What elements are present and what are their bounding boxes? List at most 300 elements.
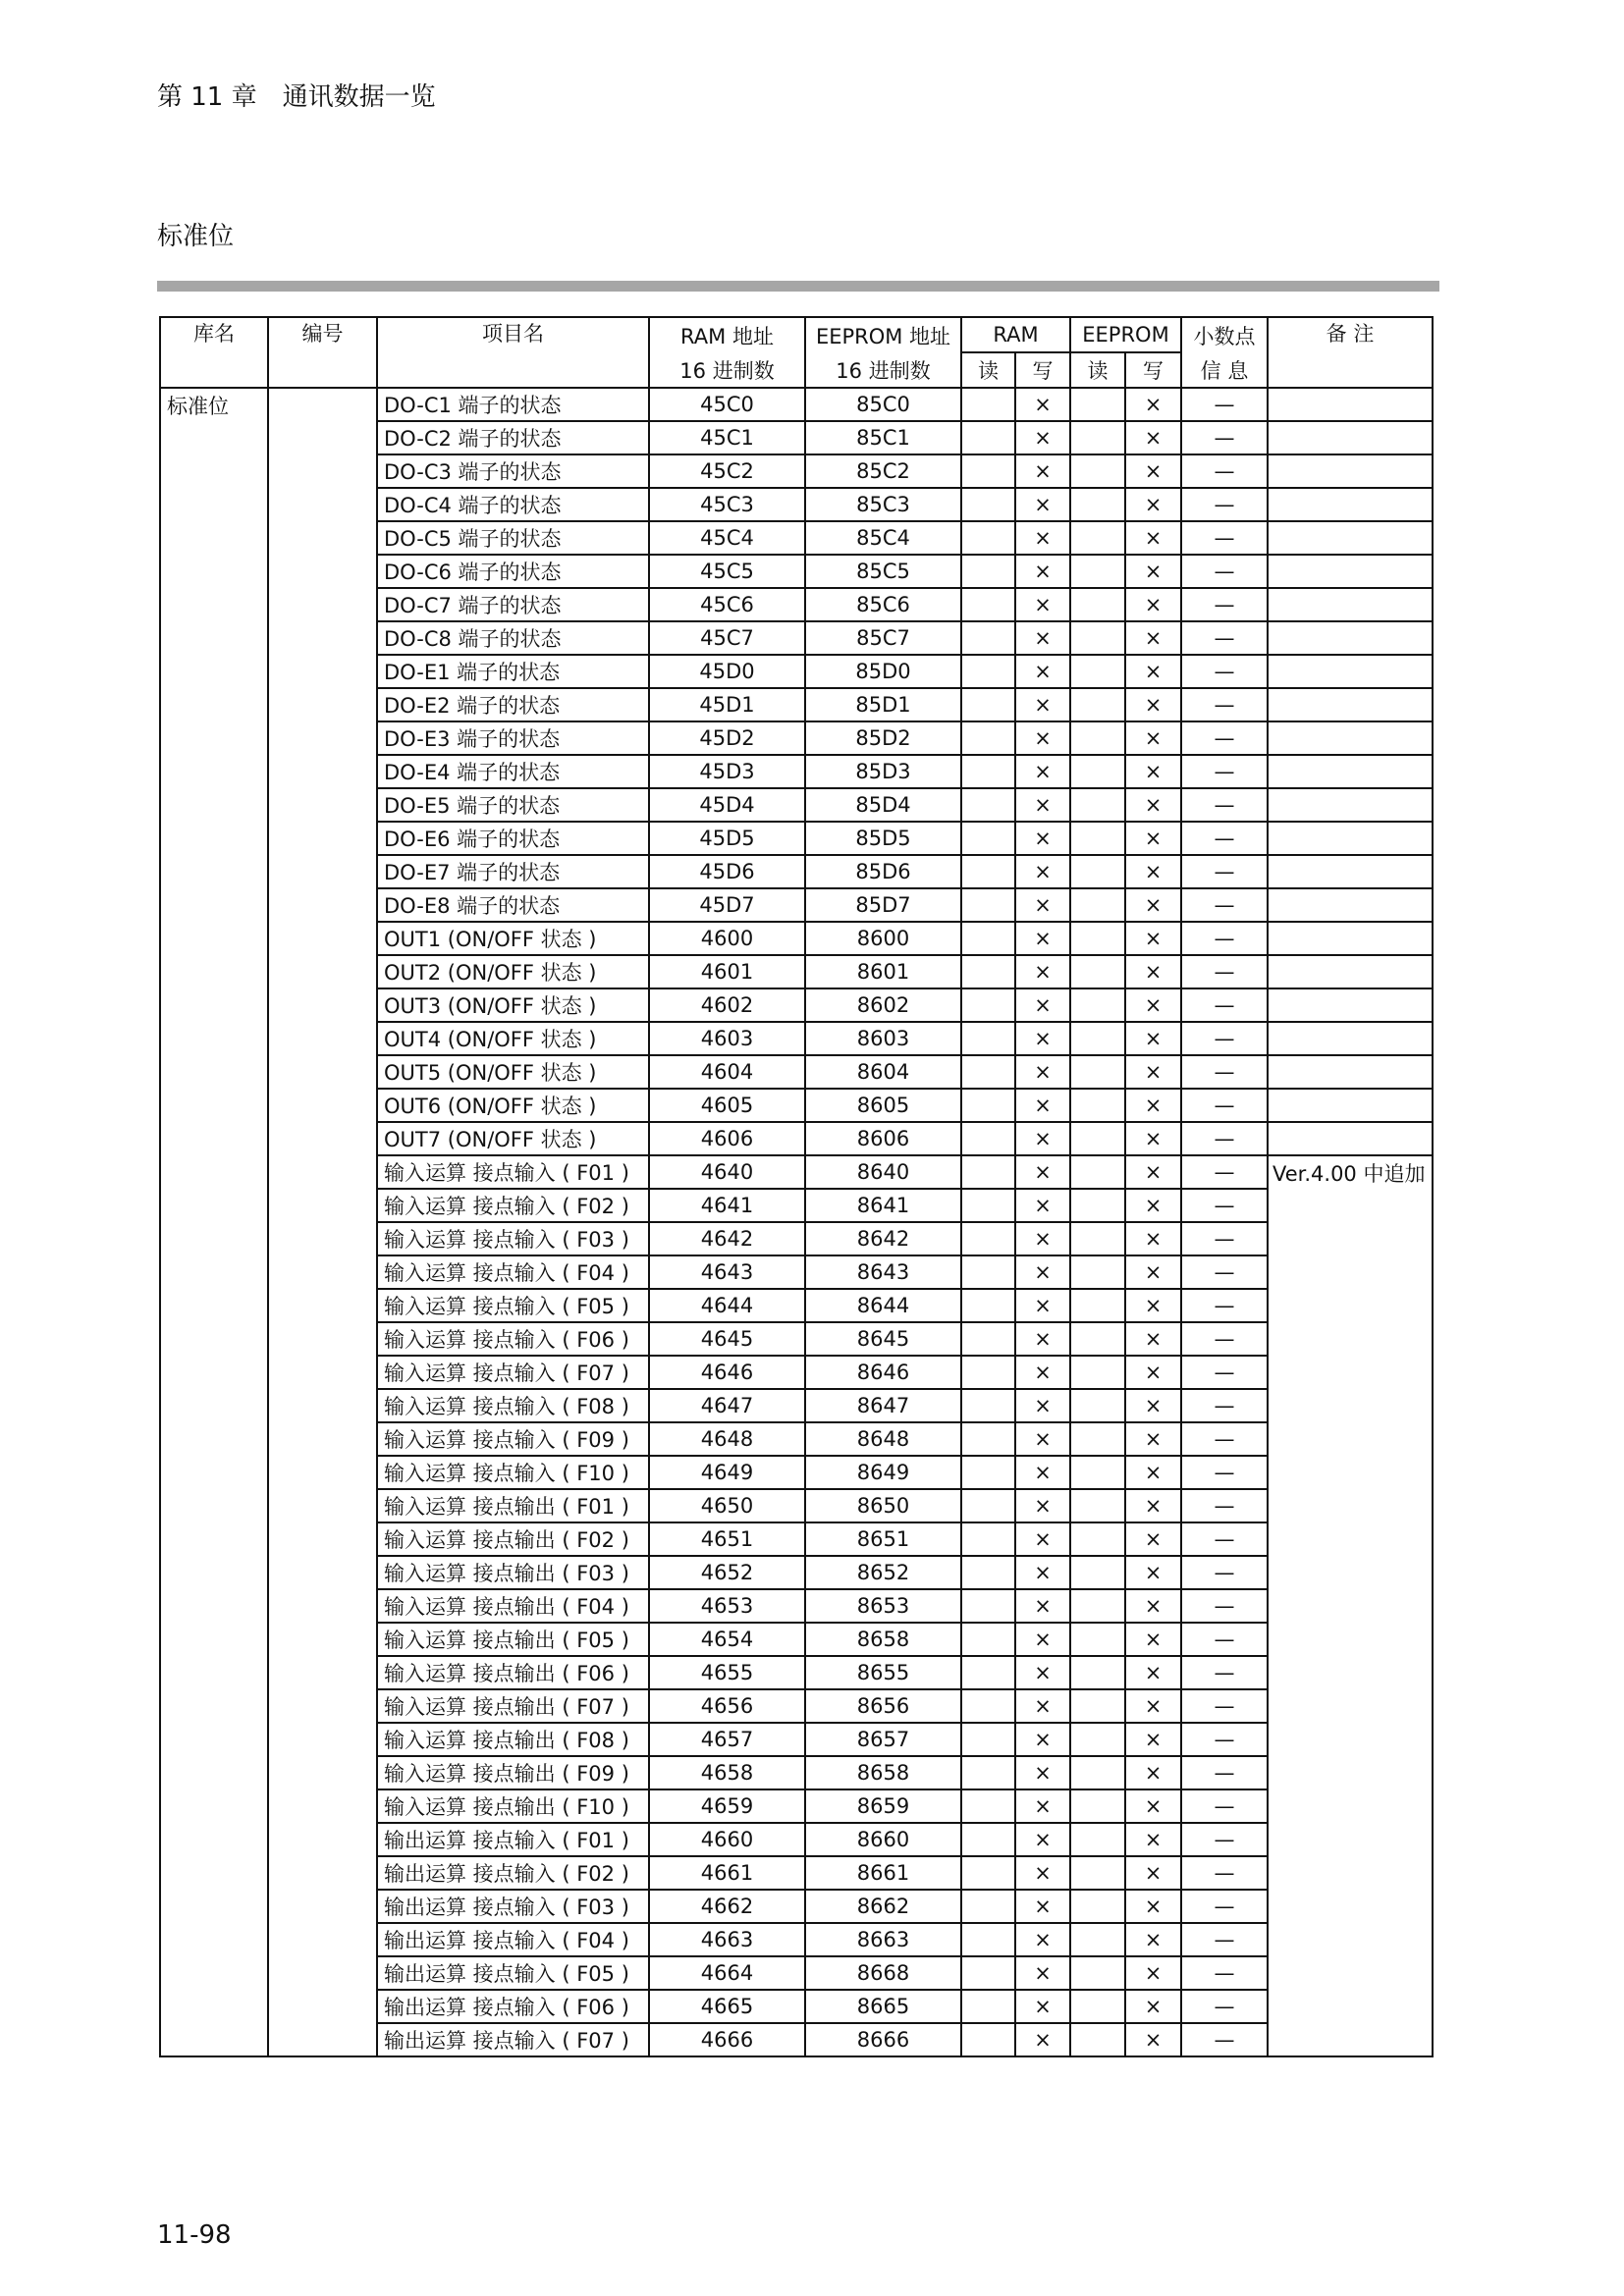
eeprom-write-cell: × bbox=[1125, 755, 1181, 788]
eeprom-read-cell bbox=[1070, 555, 1125, 588]
eeprom-read-cell bbox=[1070, 454, 1125, 488]
eeprom-write-cell: × bbox=[1125, 2023, 1181, 2056]
decimal-info-cell: — bbox=[1181, 721, 1268, 755]
eeprom-address-cell: 85D7 bbox=[805, 888, 961, 922]
ram-write-cell: × bbox=[1015, 1556, 1070, 1589]
ram-address-cell: 4606 bbox=[649, 1122, 805, 1155]
eeprom-write-cell: × bbox=[1125, 1089, 1181, 1122]
eeprom-write-cell: × bbox=[1125, 1589, 1181, 1623]
eeprom-address-cell: 8648 bbox=[805, 1422, 961, 1456]
ram-address-cell: 4648 bbox=[649, 1422, 805, 1456]
ram-address-cell: 4600 bbox=[649, 922, 805, 955]
decimal-info-cell: — bbox=[1181, 1589, 1268, 1623]
decimal-info-cell: — bbox=[1181, 1089, 1268, 1122]
eeprom-write-cell: × bbox=[1125, 521, 1181, 555]
item-cell: 输入运算 接点输入 ( F10 ) bbox=[377, 1456, 649, 1489]
eeprom-read-cell bbox=[1070, 721, 1125, 755]
ram-write-cell: × bbox=[1015, 1222, 1070, 1255]
decimal-info-cell: — bbox=[1181, 1723, 1268, 1756]
item-cell: DO-C8 端子的状态 bbox=[377, 621, 649, 655]
item-cell: 输入运算 接点输出 ( F06 ) bbox=[377, 1656, 649, 1689]
item-cell: 输入运算 接点输出 ( F02 ) bbox=[377, 1522, 649, 1556]
eeprom-write-cell: × bbox=[1125, 1122, 1181, 1155]
decimal-info-cell: — bbox=[1181, 655, 1268, 688]
item-cell: DO-E7 端子的状态 bbox=[377, 855, 649, 888]
item-cell: 输出运算 接点输入 ( F02 ) bbox=[377, 1856, 649, 1890]
eeprom-read-cell bbox=[1070, 1322, 1125, 1356]
eeprom-read-cell bbox=[1070, 1489, 1125, 1522]
ram-write-cell: × bbox=[1015, 788, 1070, 822]
eeprom-read-cell bbox=[1070, 1623, 1125, 1656]
ram-read-cell bbox=[961, 855, 1015, 888]
ram-read-cell bbox=[961, 1189, 1015, 1222]
item-cell: 输出运算 接点输入 ( F07 ) bbox=[377, 2023, 649, 2056]
communication-data-table bbox=[159, 316, 1434, 2057]
ram-read-cell bbox=[961, 1155, 1015, 1189]
ram-read-cell bbox=[961, 488, 1015, 521]
decimal-info-cell: — bbox=[1181, 1556, 1268, 1589]
ram-read-cell bbox=[961, 555, 1015, 588]
remarks-cell bbox=[1268, 1022, 1433, 1055]
ram-write-cell: × bbox=[1015, 1723, 1070, 1756]
ram-read-cell bbox=[961, 1890, 1015, 1923]
eeprom-address-cell: 8645 bbox=[805, 1322, 961, 1356]
eeprom-read-cell bbox=[1070, 755, 1125, 788]
item-cell: DO-E8 端子的状态 bbox=[377, 888, 649, 922]
eeprom-address-cell: 85C1 bbox=[805, 421, 961, 454]
ram-write-cell: × bbox=[1015, 1956, 1070, 1990]
ram-address-cell: 4605 bbox=[649, 1089, 805, 1122]
header-eeprom-read: 读 bbox=[1070, 352, 1125, 388]
header-ram-read: 读 bbox=[961, 352, 1015, 388]
ram-read-cell bbox=[961, 421, 1015, 454]
ram-write-cell: × bbox=[1015, 922, 1070, 955]
ram-read-cell bbox=[961, 755, 1015, 788]
remarks-cell bbox=[1268, 655, 1433, 688]
ram-read-cell bbox=[961, 922, 1015, 955]
ram-read-cell bbox=[961, 822, 1015, 855]
item-cell: OUT3 (ON/OFF 状态 ) bbox=[377, 988, 649, 1022]
eeprom-write-cell: × bbox=[1125, 1389, 1181, 1422]
eeprom-write-cell: × bbox=[1125, 555, 1181, 588]
ram-read-cell bbox=[961, 1089, 1015, 1122]
eeprom-read-cell bbox=[1070, 521, 1125, 555]
item-cell: 输入运算 接点输出 ( F01 ) bbox=[377, 1489, 649, 1522]
item-cell: DO-C5 端子的状态 bbox=[377, 521, 649, 555]
ram-address-cell: 45D2 bbox=[649, 721, 805, 755]
decimal-info-cell: — bbox=[1181, 1689, 1268, 1723]
ram-address-cell: 4640 bbox=[649, 1155, 805, 1189]
ram-address-cell: 4656 bbox=[649, 1689, 805, 1723]
item-cell: OUT5 (ON/OFF 状态 ) bbox=[377, 1055, 649, 1089]
eeprom-read-cell bbox=[1070, 1022, 1125, 1055]
eeprom-address-cell: 8650 bbox=[805, 1489, 961, 1522]
remarks-cell bbox=[1268, 855, 1433, 888]
ram-read-cell bbox=[961, 721, 1015, 755]
decimal-info-cell: — bbox=[1181, 988, 1268, 1022]
decimal-info-cell: — bbox=[1181, 588, 1268, 621]
ram-write-cell: × bbox=[1015, 488, 1070, 521]
header-ram: RAM bbox=[961, 317, 1070, 352]
eeprom-write-cell: × bbox=[1125, 1356, 1181, 1389]
ram-write-cell: × bbox=[1015, 421, 1070, 454]
ram-read-cell bbox=[961, 1923, 1015, 1956]
ram-write-cell: × bbox=[1015, 1422, 1070, 1456]
eeprom-address-cell: 85C7 bbox=[805, 621, 961, 655]
ram-address-cell: 4650 bbox=[649, 1489, 805, 1522]
ram-write-cell: × bbox=[1015, 1255, 1070, 1289]
eeprom-read-cell bbox=[1070, 1189, 1125, 1222]
eeprom-address-cell: 8658 bbox=[805, 1623, 961, 1656]
remarks-cell bbox=[1268, 1055, 1433, 1089]
ram-read-cell bbox=[961, 655, 1015, 688]
eeprom-address-cell: 8600 bbox=[805, 922, 961, 955]
ram-read-cell bbox=[961, 1456, 1015, 1489]
eeprom-read-cell bbox=[1070, 955, 1125, 988]
item-cell: 输入运算 接点输出 ( F03 ) bbox=[377, 1556, 649, 1589]
ram-address-cell: 4657 bbox=[649, 1723, 805, 1756]
ram-read-cell bbox=[961, 1623, 1015, 1656]
decimal-info-cell: — bbox=[1181, 1422, 1268, 1456]
eeprom-read-cell bbox=[1070, 1656, 1125, 1689]
ram-read-cell bbox=[961, 521, 1015, 555]
eeprom-address-cell: 8656 bbox=[805, 1689, 961, 1723]
ram-read-cell bbox=[961, 1556, 1015, 1589]
eeprom-address-cell: 8659 bbox=[805, 1789, 961, 1823]
number-cell bbox=[268, 388, 377, 2056]
ram-write-cell: × bbox=[1015, 1322, 1070, 1356]
eeprom-address-cell: 8652 bbox=[805, 1556, 961, 1589]
eeprom-address-cell: 8640 bbox=[805, 1155, 961, 1189]
ram-address-cell: 4658 bbox=[649, 1756, 805, 1789]
eeprom-address-cell: 8653 bbox=[805, 1589, 961, 1623]
ram-write-cell: × bbox=[1015, 822, 1070, 855]
eeprom-write-cell: × bbox=[1125, 922, 1181, 955]
ram-read-cell bbox=[961, 1322, 1015, 1356]
eeprom-read-cell bbox=[1070, 1289, 1125, 1322]
item-cell: DO-E3 端子的状态 bbox=[377, 721, 649, 755]
header-eeprom-write: 写 bbox=[1125, 352, 1181, 388]
eeprom-write-cell: × bbox=[1125, 788, 1181, 822]
eeprom-address-cell: 8660 bbox=[805, 1823, 961, 1856]
eeprom-address-cell: 8658 bbox=[805, 1756, 961, 1789]
header-ram-write: 写 bbox=[1015, 352, 1070, 388]
decimal-info-cell: — bbox=[1181, 1255, 1268, 1289]
item-cell: 输入运算 接点输出 ( F05 ) bbox=[377, 1623, 649, 1656]
item-cell: DO-C2 端子的状态 bbox=[377, 421, 649, 454]
item-cell: 输入运算 接点输出 ( F04 ) bbox=[377, 1589, 649, 1623]
header-ram-address: RAM 地址 bbox=[649, 317, 805, 352]
eeprom-address-cell: 8602 bbox=[805, 988, 961, 1022]
ram-write-cell: × bbox=[1015, 1189, 1070, 1222]
ram-write-cell: × bbox=[1015, 1522, 1070, 1556]
ram-read-cell bbox=[961, 1990, 1015, 2023]
chapter-heading: 第 11 章 通讯数据一览 bbox=[157, 82, 436, 112]
item-cell: DO-C4 端子的状态 bbox=[377, 488, 649, 521]
decimal-info-cell: — bbox=[1181, 1055, 1268, 1089]
ram-read-cell bbox=[961, 1389, 1015, 1422]
eeprom-address-cell: 8605 bbox=[805, 1089, 961, 1122]
header-remarks: 备 注 bbox=[1268, 317, 1433, 388]
ram-read-cell bbox=[961, 1055, 1015, 1089]
eeprom-read-cell bbox=[1070, 1789, 1125, 1823]
ram-address-cell: 4602 bbox=[649, 988, 805, 1022]
item-cell: 输出运算 接点输入 ( F01 ) bbox=[377, 1823, 649, 1856]
item-cell: DO-C1 端子的状态 bbox=[377, 388, 649, 421]
eeprom-address-cell: 85D6 bbox=[805, 855, 961, 888]
ram-address-cell: 4642 bbox=[649, 1222, 805, 1255]
ram-address-cell: 4643 bbox=[649, 1255, 805, 1289]
remarks-cell bbox=[1268, 822, 1433, 855]
decimal-info-cell: — bbox=[1181, 1356, 1268, 1389]
ram-write-cell: × bbox=[1015, 721, 1070, 755]
item-cell: DO-E5 端子的状态 bbox=[377, 788, 649, 822]
decimal-info-cell: — bbox=[1181, 955, 1268, 988]
eeprom-read-cell bbox=[1070, 988, 1125, 1022]
item-cell: 输入运算 接点输入 ( F06 ) bbox=[377, 1322, 649, 1356]
item-cell: 输入运算 接点输入 ( F02 ) bbox=[377, 1189, 649, 1222]
remarks-cell bbox=[1268, 955, 1433, 988]
eeprom-read-cell bbox=[1070, 1923, 1125, 1956]
remarks-cell bbox=[1268, 555, 1433, 588]
eeprom-address-cell: 8668 bbox=[805, 1956, 961, 1990]
item-cell: DO-E4 端子的状态 bbox=[377, 755, 649, 788]
library-cell: 标准位 bbox=[160, 388, 268, 2056]
eeprom-address-cell: 8604 bbox=[805, 1055, 961, 1089]
page-number: 11-98 bbox=[157, 2220, 232, 2250]
eeprom-read-cell bbox=[1070, 1456, 1125, 1489]
eeprom-address-cell: 8651 bbox=[805, 1522, 961, 1556]
header-ram-hex: 16 进制数 bbox=[649, 352, 805, 388]
eeprom-read-cell bbox=[1070, 1255, 1125, 1289]
eeprom-write-cell: × bbox=[1125, 1022, 1181, 1055]
ram-read-cell bbox=[961, 621, 1015, 655]
eeprom-read-cell bbox=[1070, 788, 1125, 822]
ram-write-cell: × bbox=[1015, 1356, 1070, 1389]
item-cell: 输出运算 接点输入 ( F03 ) bbox=[377, 1890, 649, 1923]
item-cell: DO-C7 端子的状态 bbox=[377, 588, 649, 621]
item-cell: DO-E2 端子的状态 bbox=[377, 688, 649, 721]
ram-write-cell: × bbox=[1015, 888, 1070, 922]
eeprom-read-cell bbox=[1070, 1389, 1125, 1422]
ram-address-cell: 4654 bbox=[649, 1623, 805, 1656]
eeprom-read-cell bbox=[1070, 1890, 1125, 1923]
header-row-1 bbox=[160, 317, 1433, 352]
eeprom-address-cell: 85D2 bbox=[805, 721, 961, 755]
eeprom-address-cell: 8657 bbox=[805, 1723, 961, 1756]
header-eeprom-address: EEPROM 地址 bbox=[805, 317, 961, 352]
eeprom-address-cell: 85C0 bbox=[805, 388, 961, 421]
eeprom-write-cell: × bbox=[1125, 955, 1181, 988]
ram-read-cell bbox=[961, 1122, 1015, 1155]
eeprom-address-cell: 8666 bbox=[805, 2023, 961, 2056]
remarks-cell bbox=[1268, 588, 1433, 621]
remarks-cell bbox=[1268, 888, 1433, 922]
decimal-info-cell: — bbox=[1181, 1022, 1268, 1055]
item-cell: 输入运算 接点输出 ( F07 ) bbox=[377, 1689, 649, 1723]
eeprom-address-cell: 8662 bbox=[805, 1890, 961, 1923]
decimal-info-cell: — bbox=[1181, 922, 1268, 955]
item-cell: 输入运算 接点输入 ( F09 ) bbox=[377, 1422, 649, 1456]
eeprom-address-cell: 8646 bbox=[805, 1356, 961, 1389]
ram-read-cell bbox=[961, 454, 1015, 488]
eeprom-write-cell: × bbox=[1125, 855, 1181, 888]
ram-write-cell: × bbox=[1015, 1756, 1070, 1789]
item-cell: DO-C6 端子的状态 bbox=[377, 555, 649, 588]
eeprom-address-cell: 85C4 bbox=[805, 521, 961, 555]
ram-address-cell: 45C6 bbox=[649, 588, 805, 621]
ram-write-cell: × bbox=[1015, 655, 1070, 688]
ram-read-cell bbox=[961, 1289, 1015, 1322]
remarks-note: Ver.4.00 中追加 bbox=[1268, 1155, 1433, 2056]
ram-address-cell: 4653 bbox=[649, 1589, 805, 1623]
ram-read-cell bbox=[961, 1723, 1015, 1756]
item-cell: DO-E1 端子的状态 bbox=[377, 655, 649, 688]
item-cell: OUT2 (ON/OFF 状态 ) bbox=[377, 955, 649, 988]
decimal-info-cell: — bbox=[1181, 1489, 1268, 1522]
eeprom-write-cell: × bbox=[1125, 888, 1181, 922]
decimal-info-cell: — bbox=[1181, 1856, 1268, 1890]
ram-write-cell: × bbox=[1015, 1789, 1070, 1823]
header-decimal-info: 信 息 bbox=[1181, 352, 1268, 388]
ram-read-cell bbox=[961, 1489, 1015, 1522]
ram-read-cell bbox=[961, 388, 1015, 421]
ram-read-cell bbox=[961, 2023, 1015, 2056]
ram-address-cell: 45C3 bbox=[649, 488, 805, 521]
eeprom-write-cell: × bbox=[1125, 1923, 1181, 1956]
remarks-cell bbox=[1268, 454, 1433, 488]
decimal-info-cell: — bbox=[1181, 1389, 1268, 1422]
decimal-info-cell: — bbox=[1181, 1222, 1268, 1255]
ram-write-cell: × bbox=[1015, 388, 1070, 421]
item-cell: 输入运算 接点输入 ( F01 ) bbox=[377, 1155, 649, 1189]
ram-address-cell: 45D4 bbox=[649, 788, 805, 822]
eeprom-write-cell: × bbox=[1125, 822, 1181, 855]
ram-address-cell: 4601 bbox=[649, 955, 805, 988]
eeprom-address-cell: 85C2 bbox=[805, 454, 961, 488]
eeprom-address-cell: 85D3 bbox=[805, 755, 961, 788]
ram-read-cell bbox=[961, 1589, 1015, 1623]
eeprom-address-cell: 8603 bbox=[805, 1022, 961, 1055]
eeprom-write-cell: × bbox=[1125, 454, 1181, 488]
remarks-cell bbox=[1268, 922, 1433, 955]
eeprom-read-cell bbox=[1070, 1356, 1125, 1389]
ram-read-cell bbox=[961, 688, 1015, 721]
eeprom-address-cell: 8606 bbox=[805, 1122, 961, 1155]
decimal-info-cell: — bbox=[1181, 454, 1268, 488]
eeprom-address-cell: 85D5 bbox=[805, 822, 961, 855]
remarks-cell bbox=[1268, 988, 1433, 1022]
ram-address-cell: 45D6 bbox=[649, 855, 805, 888]
eeprom-address-cell: 85C3 bbox=[805, 488, 961, 521]
eeprom-read-cell bbox=[1070, 1756, 1125, 1789]
ram-read-cell bbox=[961, 955, 1015, 988]
eeprom-read-cell bbox=[1070, 588, 1125, 621]
decimal-info-cell: — bbox=[1181, 421, 1268, 454]
header-eeprom: EEPROM bbox=[1070, 317, 1181, 352]
item-cell: 输入运算 接点输出 ( F09 ) bbox=[377, 1756, 649, 1789]
eeprom-read-cell bbox=[1070, 388, 1125, 421]
ram-write-cell: × bbox=[1015, 1289, 1070, 1322]
eeprom-write-cell: × bbox=[1125, 1623, 1181, 1656]
ram-address-cell: 4644 bbox=[649, 1289, 805, 1322]
ram-address-cell: 4603 bbox=[649, 1022, 805, 1055]
eeprom-read-cell bbox=[1070, 922, 1125, 955]
item-cell: 输入运算 接点输入 ( F05 ) bbox=[377, 1289, 649, 1322]
eeprom-address-cell: 8665 bbox=[805, 1990, 961, 2023]
eeprom-write-cell: × bbox=[1125, 1322, 1181, 1356]
ram-address-cell: 45C0 bbox=[649, 388, 805, 421]
decimal-info-cell: — bbox=[1181, 1956, 1268, 1990]
eeprom-address-cell: 8601 bbox=[805, 955, 961, 988]
item-cell: 输入运算 接点输入 ( F04 ) bbox=[377, 1255, 649, 1289]
ram-address-cell: 45D0 bbox=[649, 655, 805, 688]
ram-write-cell: × bbox=[1015, 454, 1070, 488]
decimal-info-cell: — bbox=[1181, 2023, 1268, 2056]
ram-write-cell: × bbox=[1015, 1589, 1070, 1623]
ram-write-cell: × bbox=[1015, 1823, 1070, 1856]
ram-address-cell: 4665 bbox=[649, 1990, 805, 2023]
eeprom-write-cell: × bbox=[1125, 488, 1181, 521]
ram-write-cell: × bbox=[1015, 588, 1070, 621]
eeprom-address-cell: 8649 bbox=[805, 1456, 961, 1489]
ram-write-cell: × bbox=[1015, 755, 1070, 788]
ram-read-cell bbox=[961, 1255, 1015, 1289]
ram-write-cell: × bbox=[1015, 1990, 1070, 2023]
eeprom-write-cell: × bbox=[1125, 621, 1181, 655]
ram-address-cell: 45C5 bbox=[649, 555, 805, 588]
decimal-info-cell: — bbox=[1181, 822, 1268, 855]
ram-read-cell bbox=[961, 1522, 1015, 1556]
ram-address-cell: 4641 bbox=[649, 1189, 805, 1222]
ram-read-cell bbox=[961, 988, 1015, 1022]
ram-address-cell: 4655 bbox=[649, 1656, 805, 1689]
eeprom-read-cell bbox=[1070, 1155, 1125, 1189]
ram-address-cell: 4646 bbox=[649, 1356, 805, 1389]
eeprom-read-cell bbox=[1070, 1723, 1125, 1756]
ram-address-cell: 4662 bbox=[649, 1890, 805, 1923]
eeprom-write-cell: × bbox=[1125, 721, 1181, 755]
ram-address-cell: 45C7 bbox=[649, 621, 805, 655]
ram-read-cell bbox=[961, 1956, 1015, 1990]
eeprom-write-cell: × bbox=[1125, 1956, 1181, 1990]
eeprom-read-cell bbox=[1070, 688, 1125, 721]
eeprom-read-cell bbox=[1070, 2023, 1125, 2056]
ram-read-cell bbox=[961, 1856, 1015, 1890]
eeprom-read-cell bbox=[1070, 1522, 1125, 1556]
ram-address-cell: 4651 bbox=[649, 1522, 805, 1556]
item-cell: 输出运算 接点输入 ( F04 ) bbox=[377, 1923, 649, 1956]
decimal-info-cell: — bbox=[1181, 1289, 1268, 1322]
decimal-info-cell: — bbox=[1181, 521, 1268, 555]
ram-write-cell: × bbox=[1015, 855, 1070, 888]
decimal-info-cell: — bbox=[1181, 488, 1268, 521]
eeprom-read-cell bbox=[1070, 1589, 1125, 1623]
eeprom-write-cell: × bbox=[1125, 1456, 1181, 1489]
eeprom-read-cell bbox=[1070, 1689, 1125, 1723]
table-body bbox=[160, 388, 1433, 2056]
ram-write-cell: × bbox=[1015, 1389, 1070, 1422]
ram-write-cell: × bbox=[1015, 521, 1070, 555]
eeprom-address-cell: 8642 bbox=[805, 1222, 961, 1255]
ram-write-cell: × bbox=[1015, 1055, 1070, 1089]
remarks-cell bbox=[1268, 688, 1433, 721]
eeprom-write-cell: × bbox=[1125, 655, 1181, 688]
header-library: 库名 bbox=[160, 317, 268, 388]
eeprom-write-cell: × bbox=[1125, 1556, 1181, 1589]
ram-write-cell: × bbox=[1015, 1489, 1070, 1522]
section-divider bbox=[157, 281, 1439, 292]
